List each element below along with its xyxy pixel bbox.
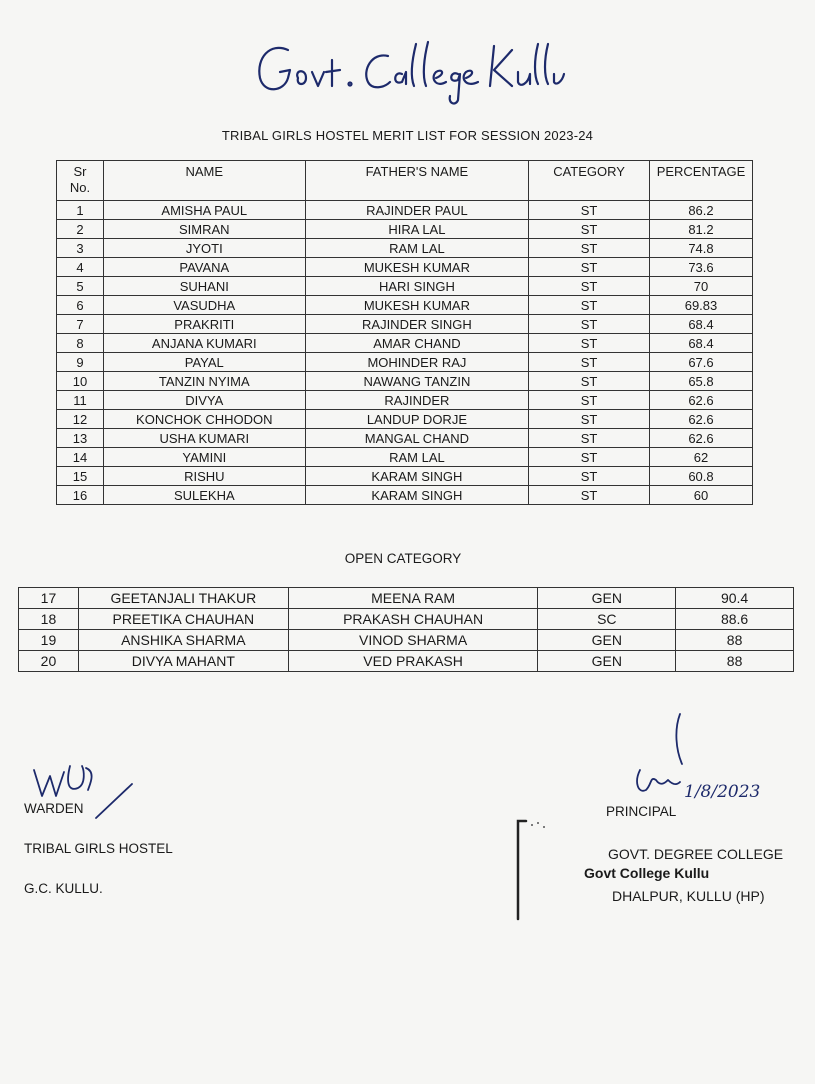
cell-sr-no: 9 bbox=[57, 353, 104, 372]
handwritten-college-title bbox=[250, 30, 570, 110]
cell-percentage: 86.2 bbox=[649, 201, 752, 220]
cell-fathers-name: HARI SINGH bbox=[305, 277, 529, 296]
cell-fathers-name: RAM LAL bbox=[305, 448, 529, 467]
cell-name: USHA KUMARI bbox=[103, 429, 305, 448]
cell-fathers-name: MUKESH KUMAR bbox=[305, 296, 529, 315]
cell-fathers-name: MUKESH KUMAR bbox=[305, 258, 529, 277]
cell-sr-no: 17 bbox=[19, 588, 79, 609]
column-header-fathers-name: FATHER'S NAME bbox=[305, 161, 529, 201]
cell-name: KONCHOK CHHODON bbox=[103, 410, 305, 429]
cell-category: ST bbox=[529, 334, 650, 353]
cell-percentage: 74.8 bbox=[649, 239, 752, 258]
cell-name: PRAKRITI bbox=[103, 315, 305, 334]
cell-fathers-name: LANDUP DORJE bbox=[305, 410, 529, 429]
warden-label: WARDEN bbox=[24, 801, 84, 816]
cell-percentage: 88 bbox=[676, 651, 794, 672]
cell-name: AMISHA PAUL bbox=[103, 201, 305, 220]
table-row bbox=[19, 630, 794, 651]
cell-name: PREETIKA CHAUHAN bbox=[78, 609, 288, 630]
cell-percentage: 90.4 bbox=[676, 588, 794, 609]
table-row bbox=[19, 588, 794, 609]
cell-category: GEN bbox=[538, 651, 676, 672]
column-header-percentage: PERCENTAGE bbox=[649, 161, 752, 201]
cell-fathers-name: MANGAL CHAND bbox=[305, 429, 529, 448]
stamp-college-address: DHALPUR, KULLU (HP) bbox=[612, 888, 765, 904]
handwritten-title-drawing bbox=[250, 30, 570, 110]
cell-category: ST bbox=[529, 467, 650, 486]
cell-sr-no: 1 bbox=[57, 201, 104, 220]
cell-percentage: 67.6 bbox=[649, 353, 752, 372]
cell-fathers-name: RAJINDER PAUL bbox=[305, 201, 529, 220]
open-merit-table bbox=[18, 587, 794, 672]
cell-category: GEN bbox=[538, 630, 676, 651]
table-row bbox=[57, 429, 753, 448]
cell-percentage: 81.2 bbox=[649, 220, 752, 239]
cell-percentage: 60.8 bbox=[649, 467, 752, 486]
cell-sr-no: 6 bbox=[57, 296, 104, 315]
cell-percentage: 73.6 bbox=[649, 258, 752, 277]
cell-category: SC bbox=[538, 609, 676, 630]
cell-name: ANSHIKA SHARMA bbox=[78, 630, 288, 651]
cell-name: GEETANJALI THAKUR bbox=[78, 588, 288, 609]
cell-name: SULEKHA bbox=[103, 486, 305, 505]
table-row bbox=[57, 220, 753, 239]
table-row bbox=[57, 410, 753, 429]
cell-sr-no: 11 bbox=[57, 391, 104, 410]
cell-sr-no: 16 bbox=[57, 486, 104, 505]
cell-fathers-name: NAWANG TANZIN bbox=[305, 372, 529, 391]
cell-name: DIVYA MAHANT bbox=[78, 651, 288, 672]
cell-fathers-name: RAJINDER SINGH bbox=[305, 315, 529, 334]
cell-category: ST bbox=[529, 296, 650, 315]
cell-category: ST bbox=[529, 277, 650, 296]
table-row bbox=[57, 315, 753, 334]
cell-sr-no: 18 bbox=[19, 609, 79, 630]
cell-percentage: 68.4 bbox=[649, 315, 752, 334]
cell-category: ST bbox=[529, 448, 650, 467]
cell-category: ST bbox=[529, 486, 650, 505]
principal-label: PRINCIPAL bbox=[606, 804, 677, 819]
principal-signature-date: 1/8/2023 bbox=[684, 782, 761, 802]
document-title: TRIBAL GIRLS HOSTEL MERIT LIST FOR SESSION 2023-24 bbox=[221, 128, 594, 143]
table-row bbox=[57, 372, 753, 391]
table-row bbox=[57, 467, 753, 486]
cell-name: TANZIN NYIMA bbox=[103, 372, 305, 391]
cell-category: ST bbox=[529, 315, 650, 334]
cell-fathers-name: RAJINDER bbox=[305, 391, 529, 410]
cell-name: DIVYA bbox=[103, 391, 305, 410]
table-row bbox=[57, 391, 753, 410]
cell-category: ST bbox=[529, 429, 650, 448]
cell-percentage: 69.83 bbox=[649, 296, 752, 315]
table-row bbox=[57, 334, 753, 353]
cell-fathers-name: VINOD SHARMA bbox=[288, 630, 538, 651]
cell-category: ST bbox=[529, 410, 650, 429]
table-row bbox=[57, 201, 753, 220]
cell-fathers-name: PRAKASH CHAUHAN bbox=[288, 609, 538, 630]
cell-percentage: 62 bbox=[649, 448, 752, 467]
cell-sr-no: 15 bbox=[57, 467, 104, 486]
cell-fathers-name: KARAM SINGH bbox=[305, 467, 529, 486]
column-header-sr-no: Sr No. bbox=[57, 161, 104, 201]
cell-category: ST bbox=[529, 220, 650, 239]
cell-category: ST bbox=[529, 258, 650, 277]
stamp-college-short: Govt College Kullu bbox=[584, 865, 710, 881]
cell-percentage: 70 bbox=[649, 277, 752, 296]
cell-name: ANJANA KUMARI bbox=[103, 334, 305, 353]
cell-sr-no: 2 bbox=[57, 220, 104, 239]
cell-fathers-name: MOHINDER RAJ bbox=[305, 353, 529, 372]
cell-percentage: 60 bbox=[649, 486, 752, 505]
column-header-name: NAME bbox=[103, 161, 305, 201]
table-row bbox=[19, 609, 794, 630]
table-row bbox=[19, 651, 794, 672]
cell-percentage: 88.6 bbox=[676, 609, 794, 630]
table-row bbox=[57, 486, 753, 505]
cell-name: SIMRAN bbox=[103, 220, 305, 239]
cell-fathers-name: VED PRAKASH bbox=[288, 651, 538, 672]
tribal-merit-table bbox=[56, 160, 753, 505]
open-category-title: OPEN CATEGORY bbox=[344, 551, 462, 566]
cell-name: YAMINI bbox=[103, 448, 305, 467]
table-row bbox=[57, 353, 753, 372]
warden-college-label: G.C. KULLU. bbox=[24, 881, 103, 896]
cell-sr-no: 8 bbox=[57, 334, 104, 353]
cell-sr-no: 12 bbox=[57, 410, 104, 429]
cell-sr-no: 10 bbox=[57, 372, 104, 391]
cell-fathers-name: HIRA LAL bbox=[305, 220, 529, 239]
cell-category: ST bbox=[529, 201, 650, 220]
cell-percentage: 65.8 bbox=[649, 372, 752, 391]
cell-fathers-name: KARAM SINGH bbox=[305, 486, 529, 505]
table-row bbox=[57, 239, 753, 258]
cell-category: ST bbox=[529, 239, 650, 258]
cell-category: ST bbox=[529, 391, 650, 410]
table-row bbox=[57, 277, 753, 296]
cell-sr-no: 20 bbox=[19, 651, 79, 672]
cell-fathers-name: AMAR CHAND bbox=[305, 334, 529, 353]
table-row bbox=[57, 448, 753, 467]
cell-name: PAYAL bbox=[103, 353, 305, 372]
stamp-college-name: GOVT. DEGREE COLLEGE bbox=[608, 846, 784, 862]
cell-percentage: 88 bbox=[676, 630, 794, 651]
stamp-bracket bbox=[512, 815, 552, 925]
cell-sr-no: 5 bbox=[57, 277, 104, 296]
warden-hostel-label: TRIBAL GIRLS HOSTEL bbox=[24, 841, 173, 856]
column-header-category: CATEGORY bbox=[529, 161, 650, 201]
table-row bbox=[57, 258, 753, 277]
table-header-row bbox=[57, 161, 753, 201]
cell-fathers-name: MEENA RAM bbox=[288, 588, 538, 609]
cell-fathers-name: RAM LAL bbox=[305, 239, 529, 258]
cell-name: RISHU bbox=[103, 467, 305, 486]
cell-sr-no: 7 bbox=[57, 315, 104, 334]
cell-sr-no: 13 bbox=[57, 429, 104, 448]
cell-name: PAVANA bbox=[103, 258, 305, 277]
cell-percentage: 62.6 bbox=[649, 410, 752, 429]
cell-category: ST bbox=[529, 353, 650, 372]
cell-name: VASUDHA bbox=[103, 296, 305, 315]
cell-percentage: 68.4 bbox=[649, 334, 752, 353]
cell-sr-no: 3 bbox=[57, 239, 104, 258]
cell-percentage: 62.6 bbox=[649, 429, 752, 448]
cell-percentage: 62.6 bbox=[649, 391, 752, 410]
cell-category: ST bbox=[529, 372, 650, 391]
cell-category: GEN bbox=[538, 588, 676, 609]
cell-sr-no: 14 bbox=[57, 448, 104, 467]
table-row bbox=[57, 296, 753, 315]
cell-sr-no: 4 bbox=[57, 258, 104, 277]
cell-name: SUHANI bbox=[103, 277, 305, 296]
cell-sr-no: 19 bbox=[19, 630, 79, 651]
cell-name: JYOTI bbox=[103, 239, 305, 258]
